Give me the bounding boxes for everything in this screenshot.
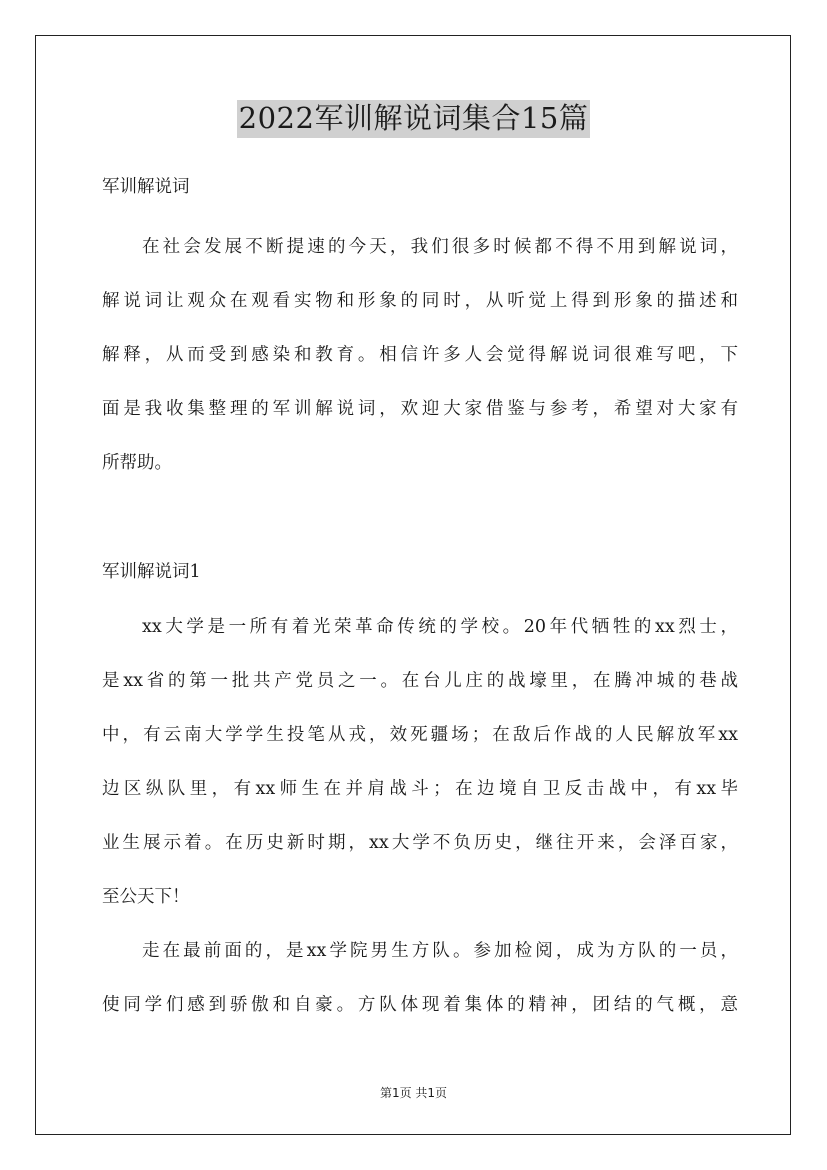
paragraph-line: 是xx省的第一批共产党员之一。在台儿庄的战壕里，在腾冲城的巷战	[102, 671, 738, 691]
paragraph-line: 边区纵队里，有xx师生在并肩战斗；在边境自卫反击战中，有xx毕	[102, 779, 738, 799]
paragraph-line: 面是我收集整理的军训解说词，欢迎大家借鉴与参考，希望对大家有	[102, 399, 738, 419]
paragraph-line: 在社会发展不断提速的今天，我们很多时候都不得不用到解说词，	[142, 237, 738, 257]
paragraph-line: 使同学们感到骄傲和自豪。方队体现着集体的精神，团结的气概，意	[102, 995, 738, 1015]
paragraph-line: 解说词让观众在观看实物和形象的同时，从听觉上得到形象的描述和	[102, 291, 738, 311]
paragraph-line: 至公天下！	[102, 887, 190, 907]
page-footer: 第1页 共1页	[379, 1086, 448, 1100]
paragraph-line: 业生展示着。在历史新时期，xx大学不负历史，继往开来，会泽百家，	[102, 833, 738, 853]
paragraph-line: 中，有云南大学学生投笔从戎，效死疆场；在敌后作战的人民解放军xx	[102, 725, 738, 745]
paragraph-line: 解释，从而受到感染和教育。相信许多人会觉得解说词很难写吧，下	[102, 345, 738, 365]
paragraph-line: xx大学是一所有着光荣革命传统的学校。20年代牺牲的xx烈士，	[142, 617, 738, 637]
document-title-text: 2022军训解说词集合15篇	[237, 100, 591, 138]
section-heading: 军训解说词1	[102, 562, 201, 582]
section-heading: 军训解说词	[102, 177, 190, 197]
paragraph-line: 走在最前面的，是xx学院男生方队。参加检阅，成为方队的一员，	[142, 941, 738, 961]
paragraph-line: 所帮助。	[102, 453, 172, 473]
document-title	[0, 100, 827, 138]
page-frame	[35, 35, 791, 1135]
